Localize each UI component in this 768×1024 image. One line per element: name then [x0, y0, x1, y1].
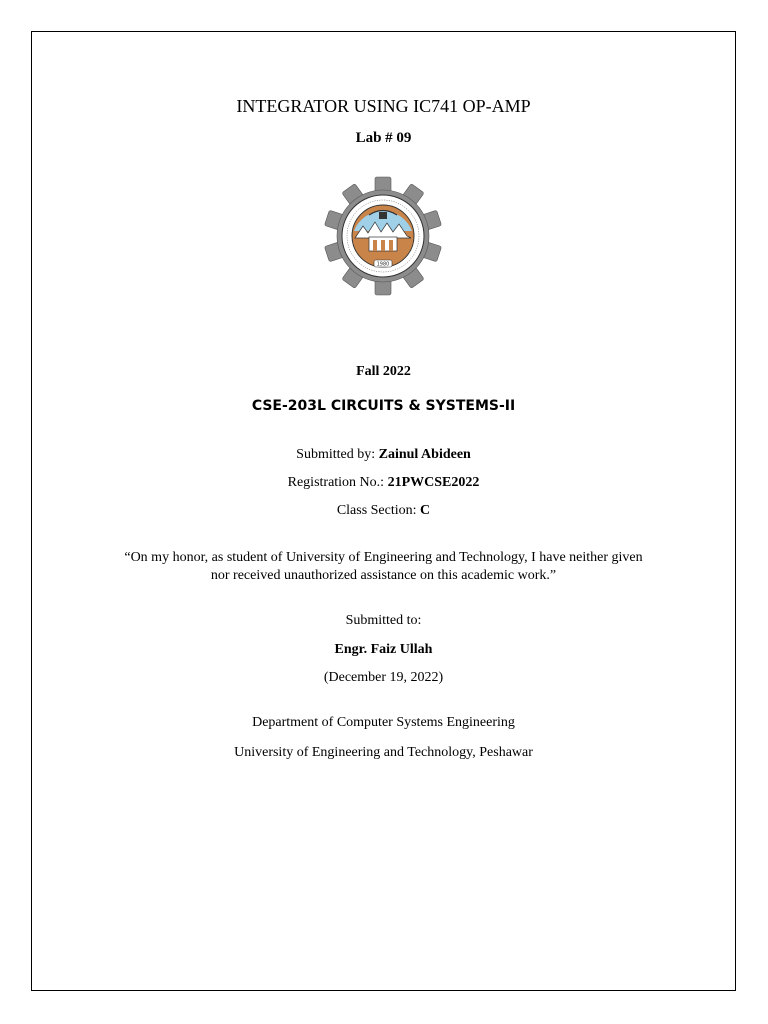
- submission-date: (December 19, 2022): [323, 670, 444, 685]
- university-seal-icon: [323, 176, 443, 296]
- section-value: C: [420, 503, 431, 518]
- term: Fall 2022: [356, 364, 411, 379]
- honor-statement: [31, 549, 736, 585]
- lab-number: Lab # 09: [355, 130, 412, 146]
- submitted-by: [31, 446, 736, 464]
- seal-year-text: 1980: [376, 261, 390, 268]
- department-name: Department of Computer Systems Engineering: [252, 715, 515, 730]
- submitted-to-label: Submitted to:: [345, 613, 422, 628]
- instructor-name: Engr. Faiz Ullah: [334, 642, 433, 657]
- registration-value: 21PWCSE2022: [387, 475, 480, 490]
- student-name: Zainul Abideen: [378, 447, 471, 462]
- section-label: Class Section:: [336, 503, 421, 518]
- class-section: [31, 502, 736, 520]
- course-title: CSE-203L CIRCUITS & SYSTEMS-II: [251, 398, 516, 414]
- university-name: University of Engineering and Technology, Peshawar: [234, 745, 533, 760]
- registration-label: Registration No.:: [287, 475, 388, 490]
- report-title: INTEGRATOR USING IC741 OP-AMP: [236, 96, 531, 116]
- registration-number: [31, 474, 736, 492]
- submitted-by-label: Submitted by:: [296, 447, 379, 462]
- honor-statement-line-2: nor received unauthorized assistance on this academic work.”: [210, 568, 557, 583]
- honor-statement-line-1: “On my honor, as student of University of Engineering and Technology, I have neither given: [124, 550, 643, 565]
